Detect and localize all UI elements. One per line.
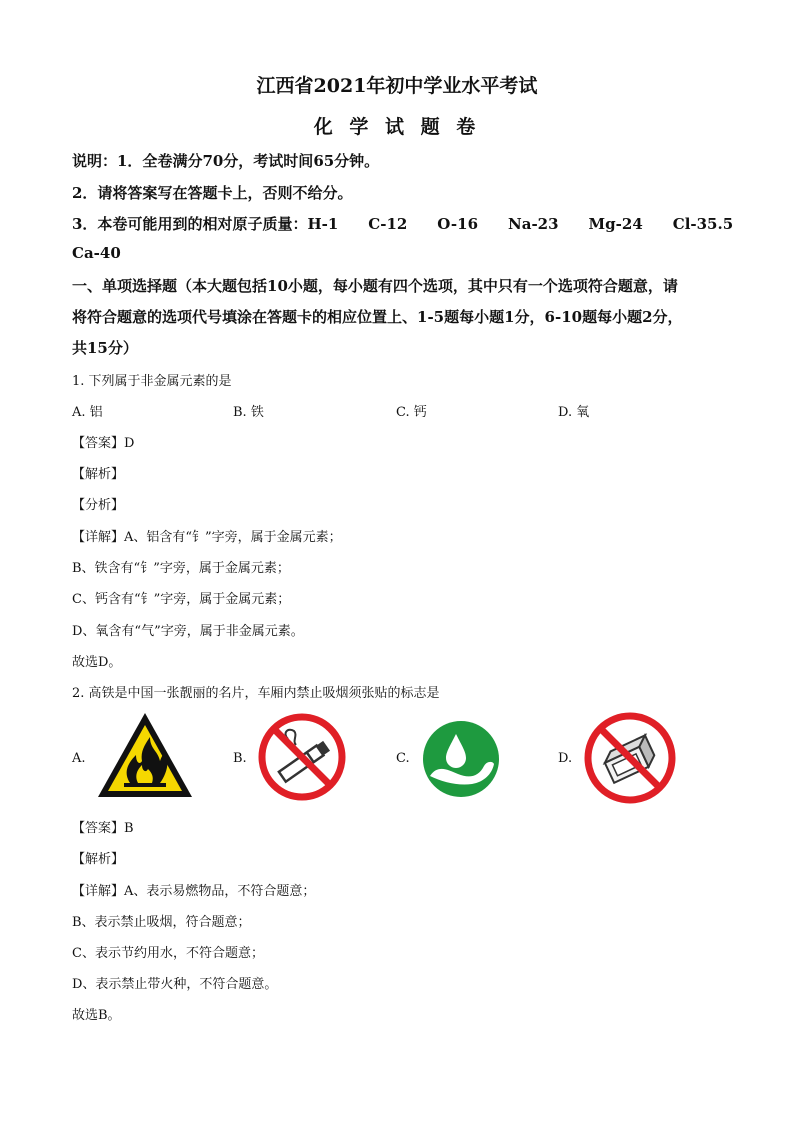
question-1-detail-4: D、氧含有“气”字旁，属于非金属元素。 xyxy=(72,624,304,639)
question-2-detail-2: B、表示禁止吸烟，符合题意； xyxy=(72,915,251,930)
section-heading-line-2: 将符合题意的选项代号填涂在答题卡的相应位置上、1-5题每小题1分，6-10题每小题2分， xyxy=(72,308,683,326)
question-2-option-a-label: A. xyxy=(72,751,86,766)
section-heading-line-3: 共15分） xyxy=(72,339,138,357)
question-1-stem: 1. 下列属于非金属元素的是 xyxy=(72,374,232,389)
flammable-warning-icon xyxy=(96,711,194,799)
question-1-detail-1: 【详解】A、铝含有“钅”字旁，属于金属元素； xyxy=(72,530,342,545)
no-fire-kindling-icon xyxy=(584,712,676,804)
instruction-line-2: 2．请将答案写在答题卡上，否则不给分。 xyxy=(72,184,353,202)
no-smoking-icon xyxy=(258,713,346,801)
question-1-fenxi: 【分析】 xyxy=(72,498,125,513)
question-1-answer: 【答案】D xyxy=(72,436,135,451)
question-1-option-b: B. 铁 xyxy=(233,405,264,420)
question-2-detail-1: 【详解】A、表示易燃物品，不符合题意； xyxy=(72,884,316,899)
question-1-detail-3: C、钙含有“钅”字旁，属于金属元素； xyxy=(72,592,291,607)
question-2-option-c-label: C. xyxy=(396,751,410,766)
question-2-detail-3: C、表示节约用水，不符合题意； xyxy=(72,946,264,961)
section-heading-line-1: 一、单项选择题（本大题包括10小题，每小题有四个选项，其中只有一个选项符合题意，请 xyxy=(72,277,678,295)
page-title: 江西省2021年初中学业水平考试 xyxy=(256,75,538,97)
question-1-conclusion: 故选D。 xyxy=(72,655,122,670)
question-2-answer: 【答案】B xyxy=(72,821,134,836)
question-1-option-d: D. 氧 xyxy=(558,405,590,420)
question-2-jiexi: 【解析】 xyxy=(72,852,125,867)
question-2-option-d-label: D. xyxy=(558,751,573,766)
instruction-line-1: 说明：1．全卷满分70分，考试时间65分钟。 xyxy=(72,152,380,170)
question-1-option-c: C. 钙 xyxy=(396,405,427,420)
question-2-option-b-label: B. xyxy=(233,751,247,766)
question-2-stem: 2. 高铁是中国一张靓丽的名片，车厢内禁止吸烟须张贴的标志是 xyxy=(72,686,440,701)
question-1-option-a: A. 铝 xyxy=(72,405,103,420)
water-saving-icon xyxy=(422,720,500,798)
question-1-detail-2: B、铁含有“钅”字旁，属于金属元素； xyxy=(72,561,290,576)
instruction-line-4: Ca-40 xyxy=(72,244,121,262)
page-subtitle: 化 学 试 题 卷 xyxy=(313,116,481,138)
instruction-line-3: 3．本卷可能用到的相对原子质量：H-1 C-12 O-16 Na-23 Mg-24 Cl-35.5 xyxy=(72,215,734,233)
question-1-jiexi: 【解析】 xyxy=(72,467,125,482)
question-2-detail-4: D、表示禁止带火种，不符合题意。 xyxy=(72,977,278,992)
question-2-conclusion: 故选B。 xyxy=(72,1008,121,1023)
